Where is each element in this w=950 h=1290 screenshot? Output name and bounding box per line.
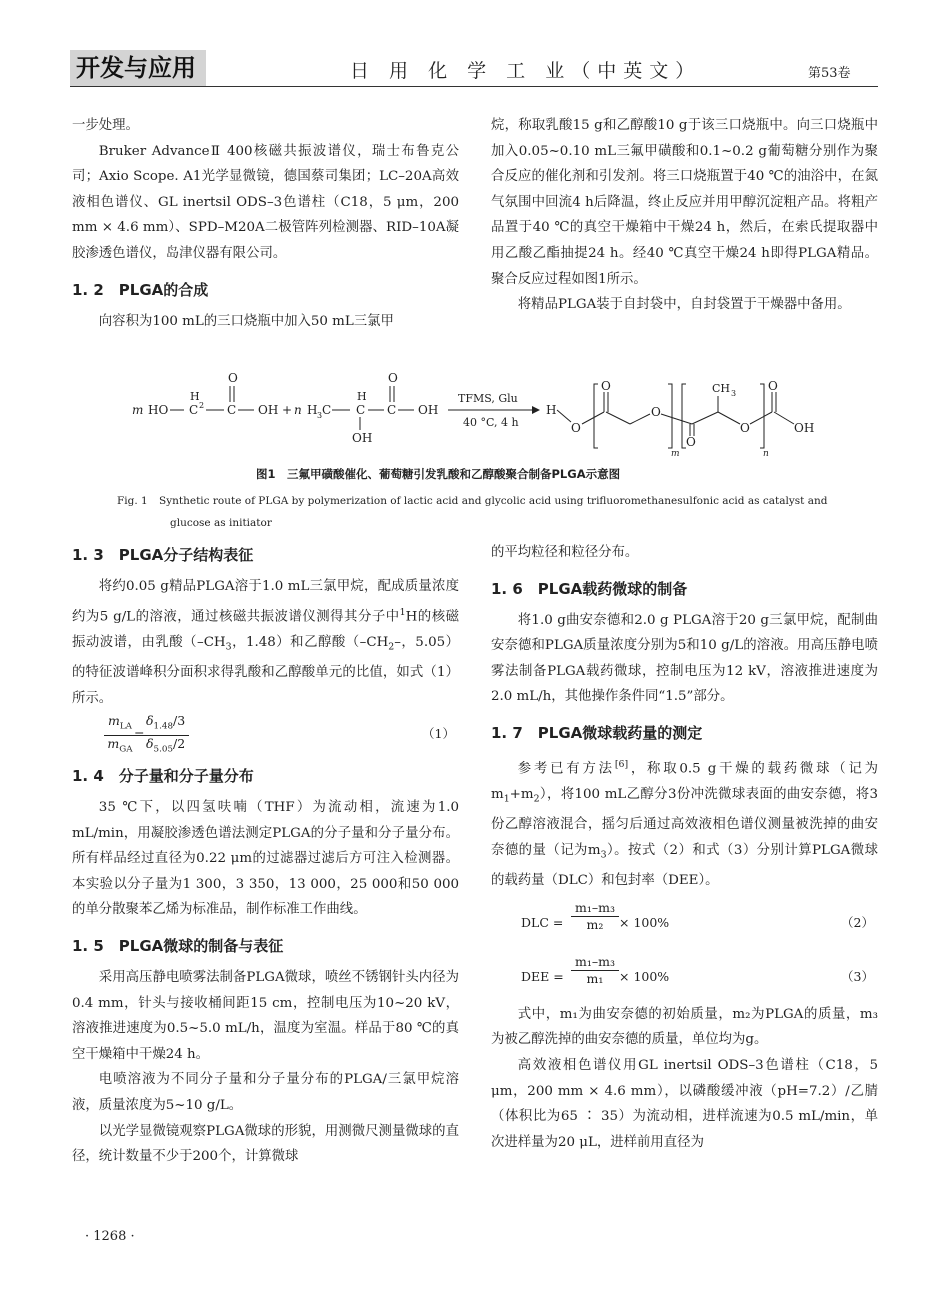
scheme-n: n	[294, 403, 302, 417]
section-heading-1-2: 1. 2 PLGA的合成	[72, 280, 209, 299]
scheme-condition-top: TFMS, Glu	[458, 392, 518, 405]
section-heading-1-4: 1. 4 分子量和分子量分布	[72, 767, 254, 786]
scheme-oh1: OH	[258, 403, 279, 417]
header-rule	[70, 86, 878, 87]
product-o1: O	[571, 421, 581, 435]
paragraph: 一步处理。	[72, 118, 139, 133]
equation-number: （3）	[841, 968, 874, 984]
paragraph: 采用高压静电喷雾法制备PLGA微球，喷丝不锈钢针头内径为0.4 mm，针头与接收桶间距15 cm，控制电压为10~20 kV，溶液推进速度为0.5~5.0 mL/h，温度为室温。样品于80 ℃的真空干燥箱中干燥24 h。	[72, 970, 459, 1062]
eq1-lhs: $m_{LA}$ $m_{GA}$	[104, 713, 136, 757]
product-carbonyl-o2: O	[686, 435, 696, 449]
section-badge: 开发与应用	[70, 50, 206, 86]
scheme-oh2: OH	[418, 403, 439, 417]
product-h: H	[546, 403, 557, 417]
equation-1: $m_{LA}$ $m_{GA}$ = $\frac{\delta_{1.48}/3}{\delta_{5.05}/2}$ （1）	[72, 711, 459, 753]
paragraph: 参考已有方法[6]，称取0.5 g干燥的载药微球（记为$m_1+m_2$），将100 mL乙醇分3份冲洗微球表面的曲安奈德，将3份乙醇溶液混合，摇匀后通过高效液相色谱仪测量被洗掉的曲安奈德的量（记为$m_3$）。按式（2）和式（3）分别计算PLGA微球的载药量（DLC）和包封率（DEE）。	[491, 758, 879, 889]
reaction-scheme	[120, 370, 840, 460]
right-column-top	[491, 113, 878, 318]
section-heading-1-6: 1. 6 PLGA载药微球的制备	[491, 579, 688, 598]
scheme-plus: +	[282, 403, 293, 417]
scheme-h: H	[357, 390, 367, 403]
paragraph-instruments: Bruker AdvanceⅡ 400核磁共振波谱仪，瑞士布鲁克公司；Axio Scope. A1光学显微镜，德国蔡司集团；LC–20A高效液相色谱仪、GL inertsil ODS–3色谱柱（C18，5 μm，200 mm × 4.6 mm）、SPD–M20A二极管阵列检测器、RID–10A凝胶渗透色谱仪，岛津仪器有限公司。	[72, 143, 459, 261]
left-column-top	[72, 113, 459, 334]
paragraph: 将精品PLGA装于自封袋中，自封袋置于干燥器中备用。	[517, 297, 851, 313]
scheme-o1: O	[228, 371, 238, 385]
product-o3: O	[740, 421, 750, 435]
paragraph-gpc: 35 ℃下，以四氢呋喃（THF）为流动相，流速为1.0 mL/min，用凝胶渗透色谱法测定PLGA的分子量和分子量分布。所有样品经过直径为0.22 μm的过滤器过滤后方可注入检测器。本实验以分子量为1 300，3 350，13 000，25 000和50 000的单分散聚苯乙烯为标准品，制作标准工作曲线。	[72, 800, 459, 918]
right-column-bottom	[491, 540, 878, 1155]
section-heading-1-5: 1. 5 PLGA微球的制备与表征	[72, 937, 284, 956]
product-carbonyl-o1: O	[601, 379, 611, 393]
paragraph: 烷，称取乳酸15 g和乙醇酸10 g于该三口烧瓶中。向三口烧瓶中加入0.05~0.10 mL三氟甲磺酸和0.1~0.2 g葡萄糖分别作为聚合反应的催化剂和引发剂。将三口烧瓶置于40 ℃的油浴中，在氮气氛围中回流4 h后降温，终止反应并用甲醇沉淀粗产品。将粗产品置于40 ℃的真空干燥箱中干燥24 h，然后，在索氏提取器中用乙酸乙酯抽提24 h。经40 ℃真空干燥24 h即得PLGA精品。聚合反应过程如图1所示。	[491, 118, 878, 287]
figure-caption-cn: 图1 三氟甲磺酸催化、葡萄糖引发乳酸和乙醇酸聚合制备PLGA示意图	[256, 467, 621, 481]
section-heading-1-7: 1. 7 PLGA微球载药量的测定	[491, 723, 703, 742]
left-column-bottom	[72, 540, 459, 1170]
paragraph: 以光学显微镜观察PLGA微球的形貌，用测微尺测量微球的直径，统计数量不少于200个，计算微球	[72, 1123, 459, 1165]
product-ch3: CH	[712, 382, 731, 395]
scheme-h2: H	[190, 390, 200, 403]
paragraph: 向容积为100 mL的三口烧瓶中加入50 mL三氯甲	[98, 313, 394, 329]
scheme-h3-sub: 3	[317, 411, 323, 420]
paragraph-nmr: 将约0.05 g精品PLGA溶于1.0 mL三氯甲烷，配成质量浓度约为5 g/L的溶液，通过核磁共振波谱仪测得其分子中$^1$H的核磁振动波谱，由乳酸（$-CH_3$，1.48）和乙醇酸（$-CH_2-$，5.05）的特征波谱峰积分面积求得乳酸和乙醇酸单元的比值，如式（1）所示。	[72, 579, 460, 706]
figure-caption-line1: Synthetic route of PLGA by polymerization of lactic acid and glycolic acid using trifluoromethanesulfonic acid as catalyst and	[159, 495, 828, 507]
product-sub-m: m	[671, 449, 680, 459]
product-o2: O	[651, 405, 661, 419]
equation-number: （2）	[841, 914, 874, 930]
scheme-h3c-h: H	[307, 403, 318, 417]
equation-2: DLC = $\frac{\text{m₁–m₃}}{\text{m₂}}$ × 100% （2）	[491, 894, 878, 948]
equation-3: DEE = $\frac{\text{m₁–m₃}}{\text{m₁}}$ × 100% （3）	[491, 948, 878, 1002]
product-oh: OH	[794, 421, 815, 435]
scheme-h3c-c: C	[322, 403, 332, 417]
section-heading-1-3: 1. 3 PLGA分子结构表征	[72, 546, 254, 564]
paragraph: 将1.0 g曲安奈德和2.0 g PLGA溶于20 g三氯甲烷，配制曲安奈德和PLGA质量浓度分别为5和10 g/L的溶液。用高压静电喷雾法制备PLGA载药微球，控制电压为12 kV，溶液推进速度为2.0 mL/h，其他操作条件同“1.5”部分。	[491, 612, 878, 705]
scheme-c4: C	[387, 403, 397, 417]
page-number: · 1268 ·	[85, 1229, 135, 1244]
paragraph: 式中，m₁为曲安奈德的初始质量，m₂为PLGA的质量，m₃为被乙醇洗掉的曲安奈德的质量，单位均为g。	[491, 1006, 878, 1048]
scheme-oh3: OH	[352, 431, 373, 445]
scheme-condition-bottom: 40 °C, 4 h	[463, 416, 519, 429]
figure-caption-en	[117, 490, 847, 534]
scheme-c2: C	[227, 403, 237, 417]
scheme-ho: HO	[148, 403, 169, 417]
scheme-c1: C	[189, 403, 199, 417]
scheme-c3: C	[356, 403, 366, 417]
paragraph-hplc: 高效液相色谱仪用GL inertsil ODS–3色谱柱（C18，5 μm，200 mm × 4.6 mm），以磷酸缓冲液（pH=7.2）/乙腈（体积比为65 ∶ 35）为流动相，进样流速为0.5 mL/min，单次进样量为20 μL，进样前用直径为	[491, 1057, 878, 1150]
product-sub-n: n	[763, 449, 769, 459]
figure-caption-prefix: Fig. 1	[117, 495, 148, 507]
eq1-rhs: $\frac{\delta_{1.48}/3}{\delta_{5.05}/2}$	[142, 713, 189, 757]
figure-caption-line2: glucose as initiator	[170, 517, 272, 529]
product-carbonyl-o3: O	[768, 379, 778, 393]
scheme-o2: O	[388, 371, 398, 385]
scheme-h2-sub: 2	[199, 401, 205, 410]
paragraph: 电喷溶液为不同分子量和分子量分布的PLGA/三氯甲烷溶液，质量浓度为5~10 g/L。	[72, 1072, 459, 1114]
scheme-m: m	[132, 403, 144, 417]
paragraph: 的平均粒径和粒径分布。	[491, 545, 639, 560]
equation-number: （1）	[422, 726, 455, 742]
product-ch3-sub: 3	[731, 389, 737, 398]
volume-label: 第53卷	[808, 66, 851, 81]
journal-title: 日 用 化 学 工 业（中英文）	[350, 60, 702, 82]
